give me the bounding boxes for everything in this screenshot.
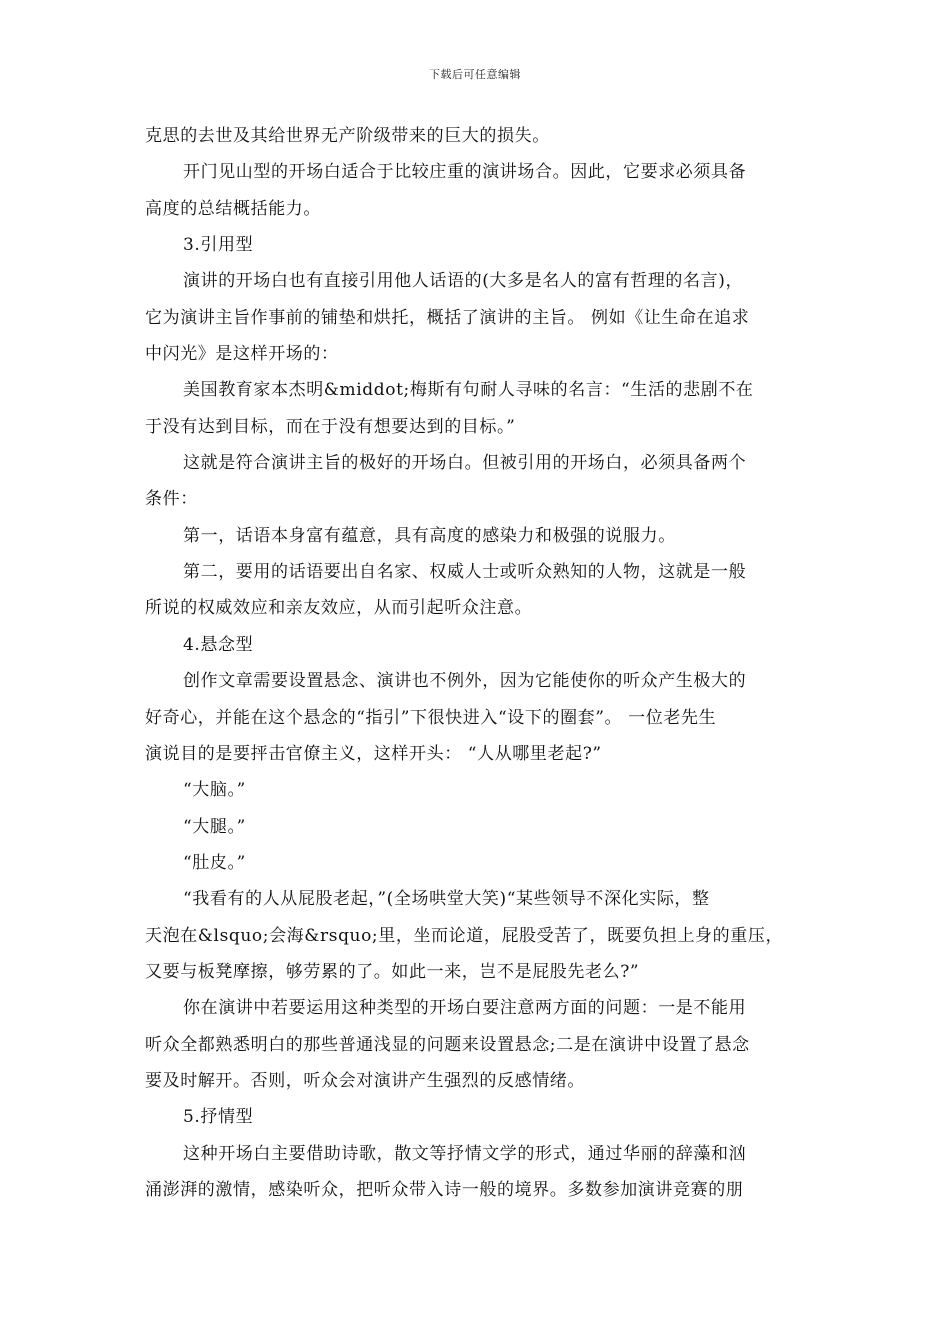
text-line: 它为演讲主旨作事前的铺垫和烘托，概括了演讲的主旨。 例如《让生命在追求 <box>145 307 750 328</box>
text-line: 又要与板凳摩擦，够劳累的了。如此一来，岂不是屁股先老么?” <box>145 961 640 982</box>
text-line: 演说目的是要抨击官僚主义，这样开头： “人从哪里老起?” <box>145 743 602 764</box>
text-line: 开门见山型的开场白适合于比较庄重的演讲场合。因此，它要求必须具备 <box>183 162 747 183</box>
text-line: 于没有达到目标，而在于没有想要达到的目标。” <box>145 416 516 437</box>
page-header: 下载后可任意编辑 <box>429 68 521 81</box>
text-line: 5.抒情型 <box>183 1107 254 1128</box>
text-line: 中闪光》是这样开场的： <box>145 344 339 365</box>
text-line: “大腿。” <box>183 816 246 837</box>
text-line: 要及时解开。否则，听众会对演讲产生强烈的反感情绪。 <box>145 1070 585 1091</box>
text-line: 听众全都熟悉明白的那些普通浅显的问题来设置悬念;二是在演讲中设置了悬念 <box>145 1034 750 1055</box>
text-line: 所说的权威效应和亲友效应，从而引起听众注意。 <box>145 598 533 619</box>
text-line: 第一，话语本身富有蕴意，具有高度的感染力和极强的说服力。 <box>183 525 676 546</box>
text-line: 你在演讲中若要运用这种类型的开场白要注意两方面的问题：一是不能用 <box>183 998 747 1019</box>
document-body <box>145 118 807 1208</box>
text-line: 美国教育家本杰明&middot;梅斯有句耐人寻味的名言：“生活的悲剧不在 <box>183 380 754 401</box>
text-line: “大脑。” <box>183 780 246 801</box>
text-line: 3.引用型 <box>183 235 254 256</box>
text-line: 高度的总结概括能力。 <box>145 198 321 219</box>
text-line: 好奇心，并能在这个悬念的“指引”下很快进入“设下的圈套”。 一位老先生 <box>145 707 717 728</box>
text-line: 条件： <box>145 489 198 510</box>
text-line: “我看有的人从屁股老起，”(全场哄堂大笑)“某些领导不深化实际，整 <box>183 889 710 910</box>
text-line: 演讲的开场白也有直接引用他人话语的(大多是名人的富有哲理的名言)， <box>183 271 744 292</box>
text-line: 这就是符合演讲主旨的极好的开场白。但被引用的开场白，必须具备两个 <box>183 453 747 474</box>
text-line: 创作文章需要设置悬念、演讲也不例外，因为它能使你的听众产生极大的 <box>183 671 747 692</box>
text-line: 4.悬念型 <box>183 634 254 655</box>
text-line: 天泡在&lsquo;会海&rsquo;里，坐而论道，屁股受苦了，既要负担上身的重压， <box>145 925 784 946</box>
text-line: 这种开场白主要借助诗歌，散文等抒情文学的形式，通过华丽的辞藻和汹 <box>183 1143 747 1164</box>
text-line: “肚皮。” <box>183 852 246 873</box>
text-line: 克思的去世及其给世界无产阶级带来的巨大的损失。 <box>145 126 550 146</box>
text-line: 第二，要用的话语要出自名家、权威人士或听众熟知的人物，这就是一般 <box>183 562 747 583</box>
text-line: 涌澎湃的激情，感染听众，把听众带入诗一般的境界。多数参加演讲竞赛的朋 <box>145 1179 744 1200</box>
